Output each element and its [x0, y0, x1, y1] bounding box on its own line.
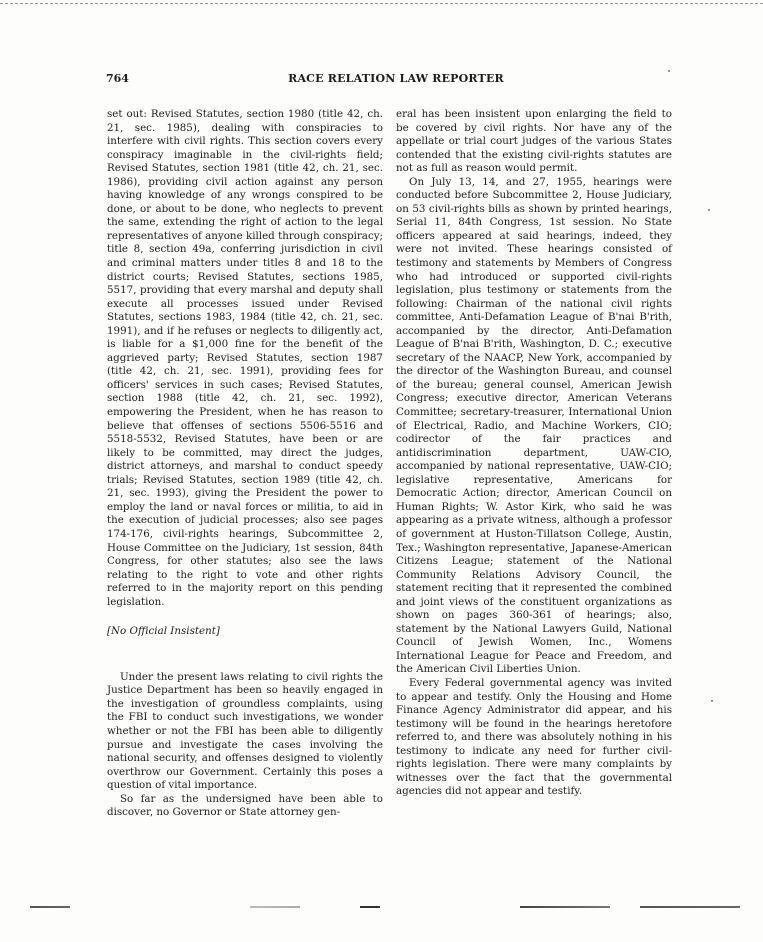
- left-paragraph-1: set out: Revised Statutes, section 1980 (title 42, ch. 21, sec. 1985), dealing with conspiracies to interfere with civil rights. This section covers every conspiracy imaginable in the civil-rights field; Revised Statutes, section 1981 (title 42, ch. 21, sec. 1986), providing civil action against any person having knowledge of any wrongs conspired to be done, or about to be done, who neglects to prevent the same, extending the right of action to the legal representatives of anyone killed through conspiracy; title 8, section 49a, conferring jurisdiction in civil and criminal matters under titles 8 and 18 to the district courts; Revised Statutes, sections 1985, 5517, providing that every marshal and deputy shall execute all processes issued under Revised Statutes, sections 1983, 1984 (title 42, ch. 21, sec. 1991), and if he refuses or neglects to diligently act, is liable for a $1,000 fine for the benefit of the aggrieved party; Revised Statutes, section 1987 (title 42, ch. 21, sec. 1991), providing fees for officers' services in such cases; Revised Statutes, section 1988 (title 42, ch. 21, sec. 1992), empowering the President, when he has reason to believe that offenses of sections 5506-5516 and 5518-5532, Revised Statutes, have been or are likely to be committed, may direct the judges, district attorneys, and marshal to conduct speedy trials; Revised Statutes, section 1989 (title 42, ch. 21, sec. 1993), giving the President the power to employ the land or naval forces or militia, to aid in the execution of judicial processes; also see pages 174-176, civil-rights hearings, Subcommittee 2, House Committee on the Judiciary, 1st session, 84th Congress, for other statutes; also see the laws relating to the right to vote and other rights referred to in the majority report on this pending legislation.: [107, 108, 383, 608]
- right-paragraph-3: Every Federal governmental agency was invited to appear and testify. Only the Housing and Home Finance Agency Administrator did appear, and his testimony will be found in the hearings heretofore referred to, and there was absolutely nothing in his testimony to indicate any need for further civil-rights legislation. There were many complaints by witnesses over the fact that the governmental agencies did not appear and testify.: [396, 676, 672, 798]
- scan-speck: [711, 700, 713, 702]
- running-head: RACE RELATION LAW REPORTER: [288, 72, 504, 85]
- right-paragraph-2: On July 13, 14, and 27, 1955, hearings were conducted before Subcommittee 2, House Judiciary, on 53 civil-rights bills as shown by printed hearings, Serial 11, 84th Congress, 1st session. No State officers appeared at said hearings, indeed, they were not invited. These hearings consisted of testimony and statements by Members of Congress who had introduced or supported civil-rights legislation, plus testimony or statements from the following: Chairman of the national civil rights committee, Anti-Defamation League of B'nai B'rith, accompanied by the director, Anti-Defamation League of B'nai B'rith, Washington, D. C.; executive secretary of the NAACP, New York, accompanied by the director of the Washington Bureau, and counsel of the bureau; general counsel, American Jewish Congress; executive director, American Veterans Committee; secretary-treasurer, International Union of Electrical, Radio, and Machine Workers, CIO; codirector of the fair practices and antidiscrimination department, UAW-CIO, accompanied by national representative, UAW-CIO; legislative representative, Americans for Democratic Action; director, American Council on Human Rights; W. Astor Kirk, who said he was appearing as a private witness, although a professor of government at Huston-Tillatson College, Austin, Tex.; Washington representative, Japanese-American Citizens League; statement of the National Community Relations Advisory Council, the statement reciting that it represented the combined and joint views of the constituent organizations as shown on pages 360-361 of hearings; also, statement by the National Lawyers Guild, National Council of Jewish Women, Inc., Womens International League for Peace and Freedom, and the American Civil Liberties Union.: [396, 175, 672, 676]
- page-number: 764: [106, 72, 129, 85]
- left-paragraph-3: So far as the undersigned have been able to discover, no Governor or State attorney gen-: [107, 792, 383, 819]
- scan-speck: [668, 70, 670, 72]
- page-header: [106, 72, 686, 88]
- right-column: [396, 108, 672, 799]
- left-paragraph-2: Under the present laws relating to civil rights the Justice Department has been so heavily engaged in the investigation of groundless complaints, using the FBI to conduct such investigations, we wonder whether or not the FBI has been able to diligently pursue and investigate the cases involving the national security, and offenses designed to violently overthrow our Government. Certainly this poses a question of vital importance.: [107, 670, 383, 792]
- scan-speck: [708, 209, 710, 211]
- left-column: [107, 108, 383, 820]
- scan-border-top: [0, 3, 763, 4]
- scan-artifact-line: [0, 906, 763, 908]
- right-paragraph-1: eral has been insistent upon enlarging the field to be covered by civil rights. Nor have any of the appellate or trial court judges of the various States contended that the existing civil-rights statutes are not as full as reason would permit.: [396, 108, 672, 175]
- section-subheading: [No Official Insistent]: [107, 625, 220, 638]
